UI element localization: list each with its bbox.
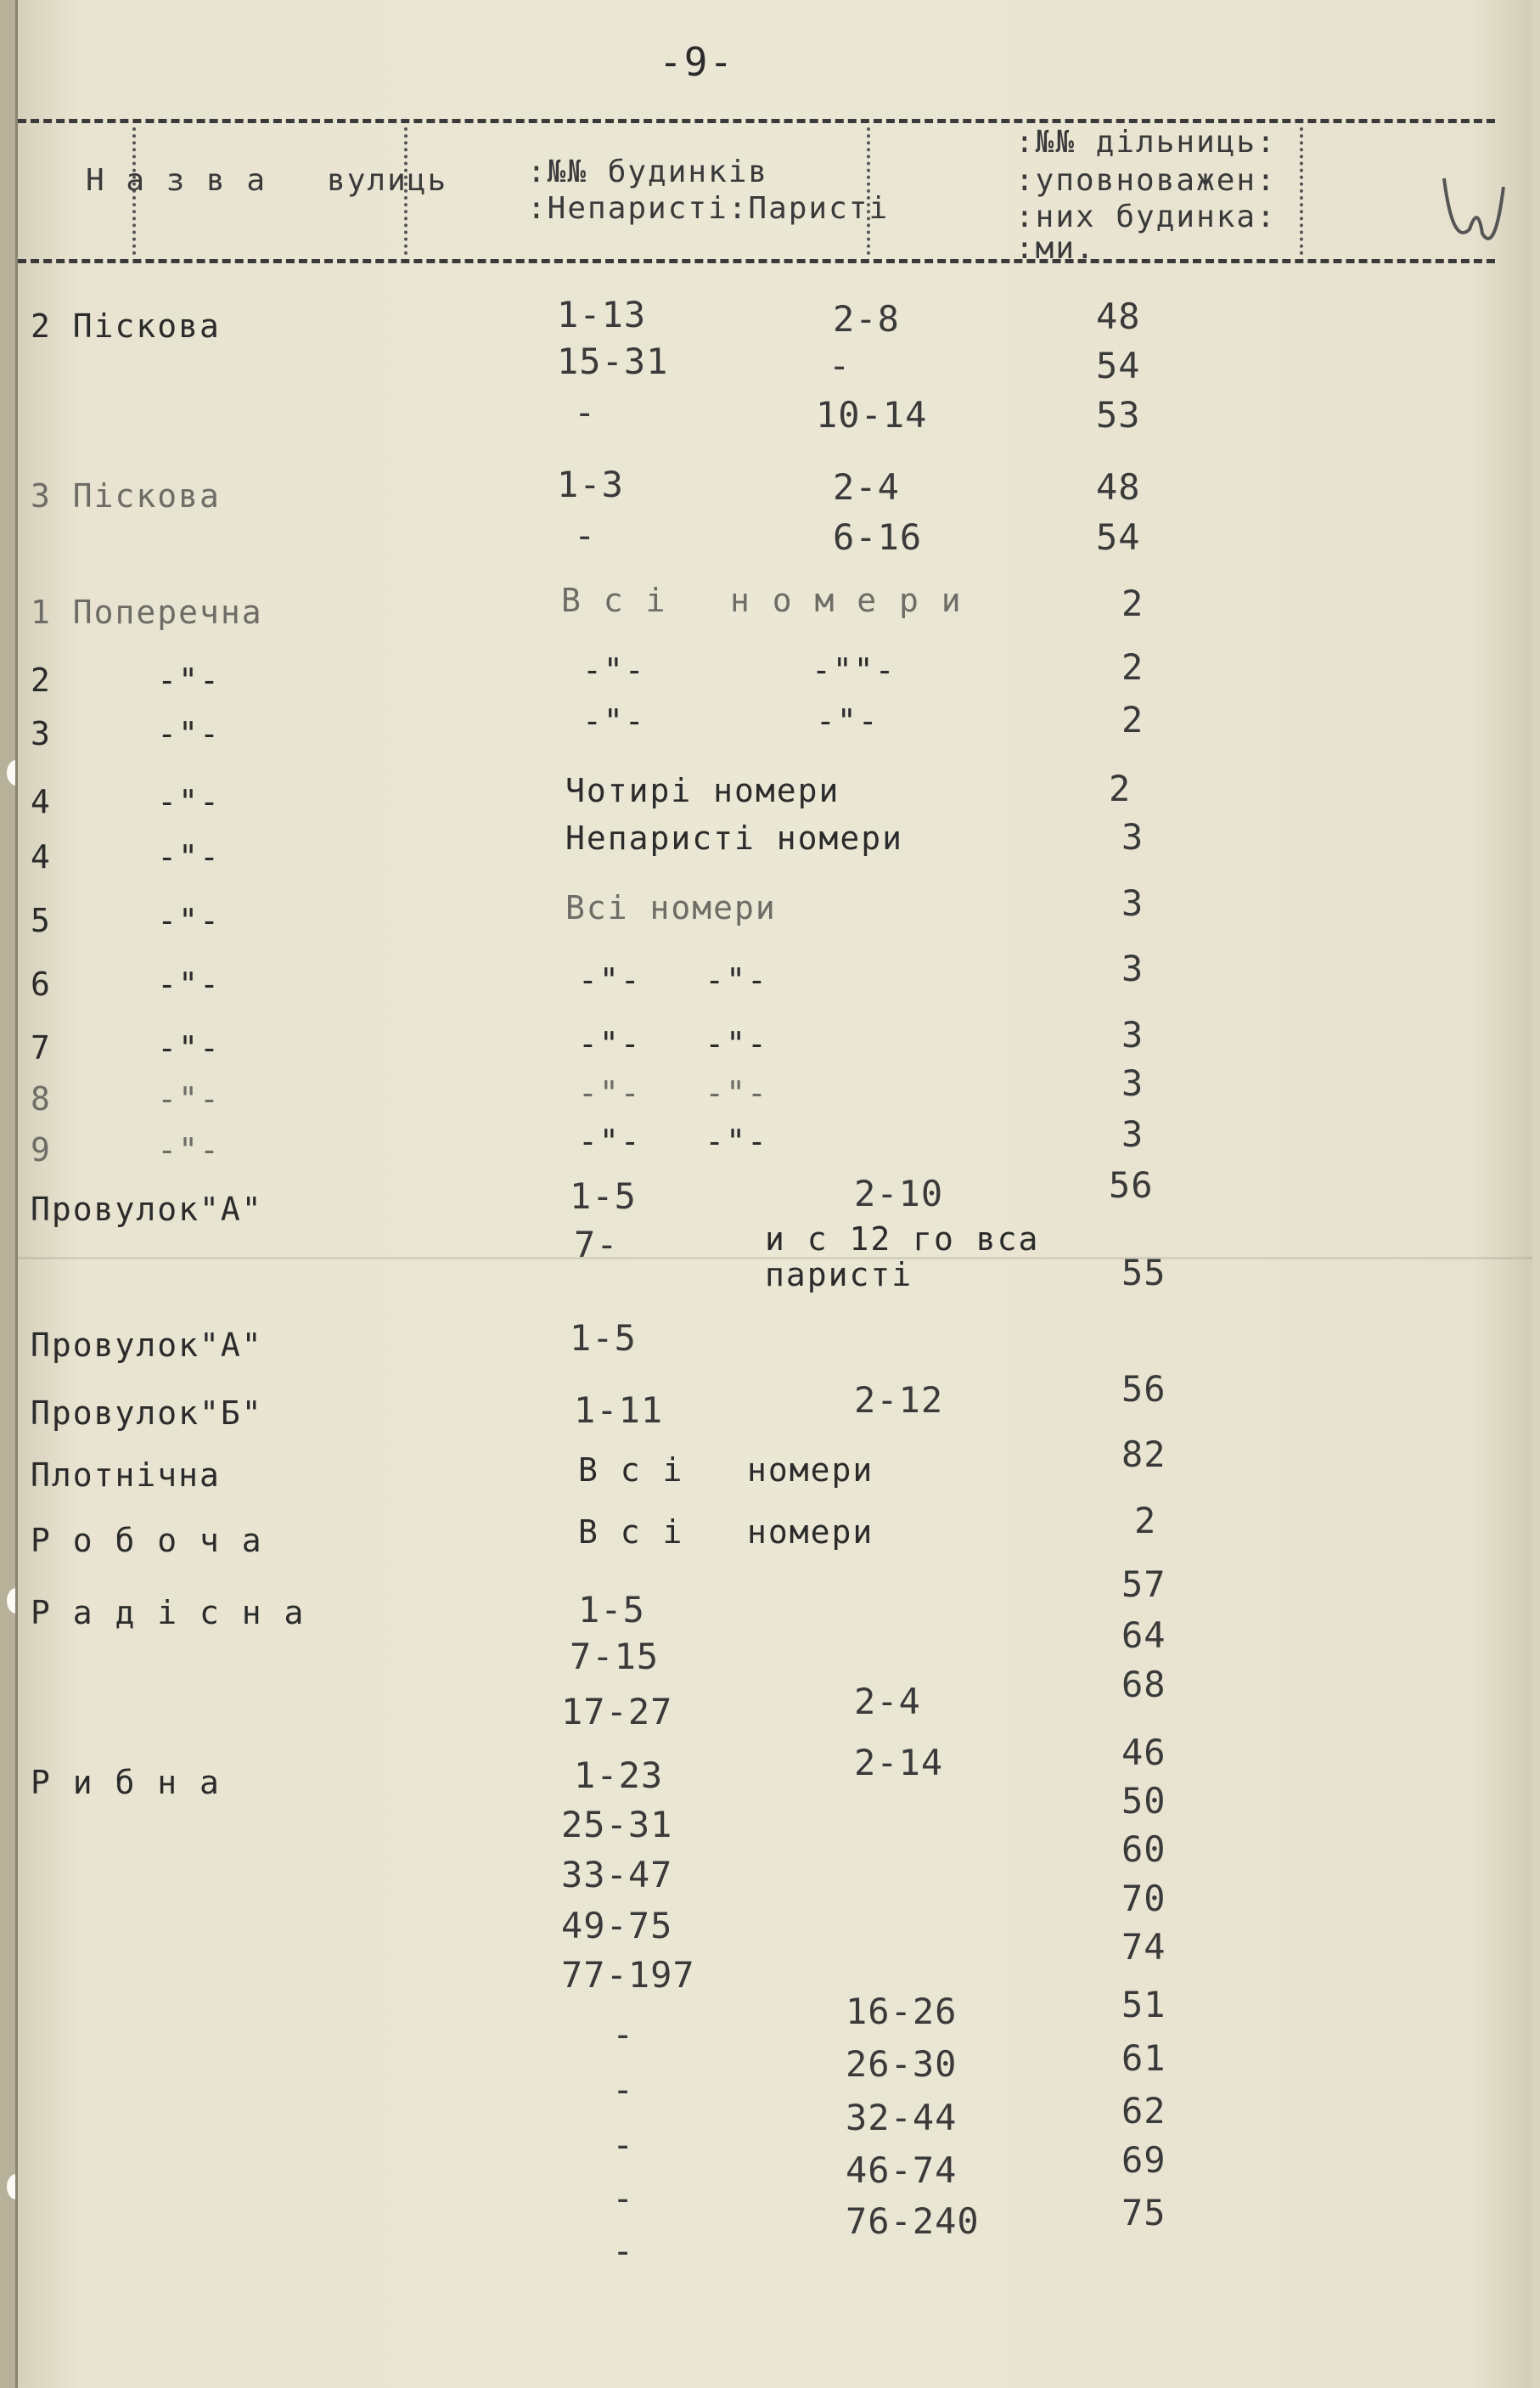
district-number: 50: [1121, 1780, 1166, 1822]
district-number: 55: [1121, 1252, 1166, 1293]
even-numbers: -: [829, 345, 851, 386]
odd-numbers: -: [612, 2124, 635, 2166]
odd-numbers: Чотирі номери: [565, 772, 840, 809]
street-name: 9 -"-: [31, 1131, 221, 1169]
page-number: -9-: [659, 39, 735, 85]
district-number: 48: [1096, 296, 1141, 337]
street-name: Р а д і с н а: [31, 1594, 306, 1631]
street-name: Плотнічна: [31, 1456, 221, 1494]
header-house-numbers: :№№ будинків: [527, 155, 769, 189]
odd-numbers: В с і номери: [578, 1513, 874, 1551]
handwritten-mark-icon: [1436, 170, 1520, 263]
even-numbers: 46-74: [846, 2149, 958, 2191]
district-number: 60: [1121, 1828, 1166, 1870]
odd-numbers: 1-5: [578, 1589, 645, 1630]
even-numbers: -"-: [816, 702, 880, 740]
even-numbers: 32-44: [846, 2097, 958, 2138]
street-name: 6 -"-: [31, 966, 221, 1003]
district-number: 3: [1121, 1014, 1144, 1056]
odd-numbers: 7-: [574, 1224, 619, 1265]
district-number: 74: [1121, 1926, 1166, 1968]
odd-numbers: Непаристі номери: [565, 819, 904, 857]
even-numbers: 26-30: [846, 2043, 958, 2085]
odd-numbers: 1-5: [570, 1175, 637, 1217]
district-number: 56: [1121, 1368, 1166, 1410]
street-name: Провулок"А": [31, 1326, 263, 1364]
district-number: 64: [1121, 1614, 1166, 1656]
district-number: 57: [1121, 1563, 1166, 1605]
district-number: 3: [1121, 1062, 1144, 1104]
street-name: Р и б н а: [31, 1764, 221, 1801]
header-top-rule: [18, 119, 1495, 123]
even-numbers: 76-240: [846, 2200, 980, 2242]
street-name: Провулок"А": [31, 1191, 263, 1228]
district-number: 3: [1121, 882, 1144, 924]
even-numbers: 2-8: [833, 298, 900, 340]
district-number: 68: [1121, 1664, 1166, 1705]
even-numbers: 10-14: [816, 394, 928, 436]
district-number: 2: [1121, 583, 1144, 624]
column-divider: [1300, 127, 1303, 255]
even-numbers: 2-10: [854, 1173, 944, 1214]
odd-numbers: -"- -"-: [578, 1025, 768, 1062]
odd-numbers: Всі номери: [565, 889, 777, 926]
odd-numbers: -: [612, 2069, 635, 2110]
even-numbers: -""-: [812, 651, 896, 689]
odd-numbers: -: [612, 2230, 635, 2272]
street-name: 8 -"-: [31, 1080, 221, 1118]
street-name: 2 Піскова: [31, 307, 221, 345]
odd-numbers: 1-3: [557, 464, 624, 505]
odd-numbers: -"-: [582, 702, 646, 740]
document-page: [15, 0, 1532, 2388]
district-number: 51: [1121, 1984, 1166, 2025]
header-street-name: Н а з в а вулиць: [86, 163, 448, 198]
even-numbers-note: паристі: [765, 1256, 913, 1293]
district-number: 3: [1121, 816, 1144, 858]
odd-numbers: 7-15: [570, 1636, 660, 1677]
even-numbers: 2-12: [854, 1379, 944, 1421]
odd-numbers: 1-11: [574, 1389, 664, 1431]
district-number: 3: [1121, 948, 1144, 989]
binding-strip: [0, 0, 15, 2388]
header-district-line1: :№№ дільниць:: [1015, 125, 1277, 160]
odd-numbers: 1-23: [574, 1754, 664, 1796]
district-number: 53: [1096, 394, 1141, 436]
street-name: Р о б о ч а: [31, 1522, 263, 1559]
district-number: 75: [1121, 2192, 1166, 2233]
header-odd-even: :Непаристі:Паристі: [527, 191, 890, 226]
odd-numbers: -: [574, 391, 597, 433]
even-numbers: 16-26: [846, 1991, 958, 2032]
odd-numbers: 15-31: [557, 341, 669, 382]
header-bottom-rule: [18, 259, 1495, 263]
district-number: 62: [1121, 2090, 1166, 2132]
odd-numbers: 17-27: [561, 1691, 673, 1732]
header-district-line3: :них будинка:: [1015, 200, 1277, 234]
street-name: Провулок"Б": [31, 1394, 263, 1432]
district-number: 48: [1096, 466, 1141, 508]
odd-numbers: -: [612, 2177, 635, 2219]
odd-numbers: В с і н о м е р и: [561, 582, 963, 619]
district-number: 54: [1096, 516, 1141, 558]
street-name: 3 Піскова: [31, 477, 221, 515]
odd-numbers: 49-75: [561, 1905, 673, 1946]
odd-numbers: -"-: [582, 651, 646, 689]
district-number: 2: [1134, 1500, 1157, 1541]
district-number: 69: [1121, 2139, 1166, 2181]
even-numbers: и с 12 го вса: [765, 1220, 1040, 1258]
district-number: 61: [1121, 2037, 1166, 2079]
odd-numbers: -"- -"-: [578, 961, 768, 999]
district-number: 3: [1121, 1113, 1144, 1155]
odd-numbers: 25-31: [561, 1804, 673, 1845]
district-number: 46: [1121, 1732, 1166, 1773]
street-name: 4 -"-: [31, 783, 221, 820]
even-numbers: 2-4: [854, 1681, 921, 1722]
header-district-line4: :ми.: [1015, 231, 1096, 266]
district-number: 2: [1121, 699, 1144, 741]
district-number: 2: [1109, 768, 1132, 809]
street-name: 1 Поперечна: [31, 594, 263, 631]
odd-numbers: 77-197: [561, 1954, 695, 1996]
street-name: 5 -"-: [31, 902, 221, 939]
street-name: 2 -"-: [31, 662, 221, 699]
odd-numbers: 1-5: [570, 1317, 637, 1359]
street-name: 4 -"-: [31, 838, 221, 876]
odd-numbers: -: [612, 2013, 635, 2055]
district-number: 2: [1121, 646, 1144, 688]
street-name: 3 -"-: [31, 715, 221, 752]
odd-numbers: -"- -"-: [578, 1074, 768, 1112]
district-number: 70: [1121, 1878, 1166, 1919]
odd-numbers: 33-47: [561, 1854, 673, 1895]
even-numbers: 2-4: [833, 466, 900, 508]
odd-numbers: -: [574, 515, 597, 556]
district-number: 56: [1109, 1164, 1154, 1206]
odd-numbers: 1-13: [557, 294, 647, 335]
district-number: 54: [1096, 345, 1141, 386]
even-numbers: 2-14: [854, 1742, 944, 1783]
odd-numbers: В с і номери: [578, 1451, 874, 1489]
odd-numbers: -"- -"-: [578, 1123, 768, 1160]
street-name: 7 -"-: [31, 1029, 221, 1067]
even-numbers: 6-16: [833, 516, 923, 558]
district-number: 82: [1121, 1433, 1166, 1475]
header-district-line2: :уповноважен:: [1015, 163, 1277, 198]
